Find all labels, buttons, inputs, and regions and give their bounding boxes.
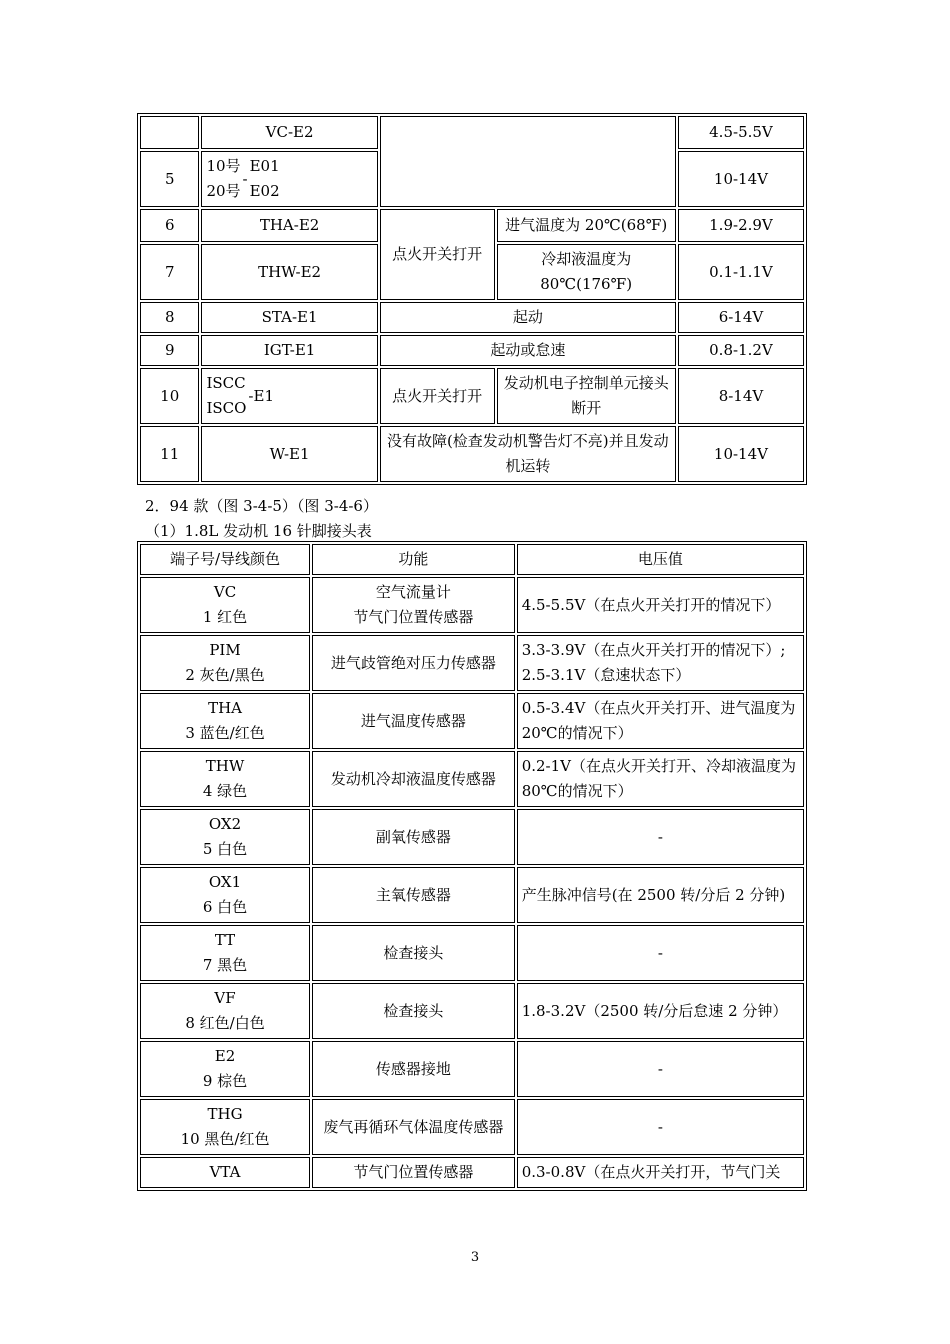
terminal-color: [140, 751, 310, 807]
terminal-color: [140, 1157, 310, 1188]
terminal-color: [140, 1099, 310, 1155]
row-number: 6: [140, 209, 199, 242]
section-heading: 2．94 款（图 3-4-5）（图 3-4-6）: [145, 497, 378, 515]
voltage: -: [517, 809, 804, 865]
function: 节气门位置传感器: [312, 1157, 515, 1188]
terminal-code: VC: [213, 583, 237, 601]
terminal-color: [140, 1041, 310, 1097]
condition: 起动: [380, 302, 676, 333]
terminal-code: TT: [214, 931, 236, 949]
ground-suffix: -E1: [248, 386, 274, 405]
function: 传感器接地: [312, 1041, 515, 1097]
voltage: 10-14V: [678, 426, 804, 482]
voltage: 6-14V: [678, 302, 804, 333]
row-number: 7: [140, 244, 199, 300]
pin-color: 1 红色: [202, 608, 248, 626]
terminal-code: THG: [207, 1105, 243, 1123]
table-row: [140, 1041, 804, 1097]
terminal: THW-E2: [201, 244, 377, 300]
terminal-voltage-table: [137, 113, 807, 485]
terminal: VC-E2: [201, 116, 377, 149]
row-number: 8: [140, 302, 199, 333]
function: 主氧传感器: [312, 867, 515, 923]
terminal: [201, 151, 377, 207]
page-number: 3: [470, 1250, 480, 1265]
table-row: [140, 635, 804, 691]
table-row: [140, 983, 804, 1039]
terminal-code: VF: [214, 989, 236, 1007]
voltage: 0.2-1V（在点火开关打开、冷却液温度为 80℃的情况下）: [517, 751, 804, 807]
voltage: 0.3-0.8V（在点火开关打开，节气门关: [517, 1157, 804, 1188]
condition: 点火开关打开: [380, 209, 495, 300]
function: 进气歧管绝对压力传感器: [312, 635, 515, 691]
condition: 点火开关打开: [380, 368, 495, 424]
terminal-code: E2: [214, 1047, 236, 1065]
condition: 起动或怠速: [380, 335, 676, 366]
voltage: 0.1-1.1V: [678, 244, 804, 300]
connector-pin-table-body: [140, 544, 804, 1188]
table-row: [140, 426, 804, 482]
condition: 没有故障(检查发动机警告灯不亮)并且发动机运转: [380, 426, 676, 482]
voltage: -: [517, 1099, 804, 1155]
header-row: [140, 544, 804, 575]
sub-condition: 发动机电子控制单元接头断开: [497, 368, 676, 424]
terminal-code: OX1: [208, 873, 242, 891]
ground-labels: E01 E02: [249, 157, 280, 200]
function: 进气温度传感器: [312, 693, 515, 749]
pin-color: 6 白色: [202, 898, 248, 916]
terminal-color: [140, 635, 310, 691]
dash: -: [242, 169, 248, 188]
function: 检查接头: [312, 925, 515, 981]
voltage: -: [517, 925, 804, 981]
voltage: 8-14V: [678, 368, 804, 424]
pin-color: 9 棕色: [202, 1072, 248, 1090]
column-header: 电压值: [517, 544, 804, 575]
voltage: 4.5-5.5V（在点火开关打开的情况下）: [517, 577, 804, 633]
column-header: 功能: [312, 544, 515, 575]
terminal-color: [140, 693, 310, 749]
pin-color: 5 白色: [202, 840, 248, 858]
terminal-color: [140, 983, 310, 1039]
terminal-code: THW: [205, 757, 245, 775]
condition-cell: [380, 116, 676, 207]
row-number: 9: [140, 335, 199, 366]
table-row: [140, 368, 804, 424]
terminal-code: OX2: [208, 815, 242, 833]
terminal-code: PIM: [209, 641, 241, 659]
connector-pin-table: [137, 541, 807, 1191]
table-row: [140, 209, 804, 242]
table-row: [140, 751, 804, 807]
table-row: [140, 335, 804, 366]
sub-condition: 进气温度为 20℃(68℉): [497, 209, 676, 242]
function: 空气流量计 节气门位置传感器: [312, 577, 515, 633]
terminal: STA-E1: [201, 302, 377, 333]
voltage: 1.9-2.9V: [678, 209, 804, 242]
function: 副氧传感器: [312, 809, 515, 865]
voltage: 4.5-5.5V: [678, 116, 804, 149]
pin-color: 3 蓝色/红色: [185, 724, 265, 742]
terminal-color: [140, 867, 310, 923]
row-number: [140, 116, 199, 149]
voltage: -: [517, 1041, 804, 1097]
table-row: [140, 693, 804, 749]
terminal: W-E1: [201, 426, 377, 482]
terminal-code: THA: [208, 699, 242, 717]
function: 发动机冷却液温度传感器: [312, 751, 515, 807]
pin-labels: 10号 20号: [206, 157, 241, 200]
terminal-color: [140, 577, 310, 633]
pin-color: 10 黑色/红色: [180, 1130, 270, 1148]
pin-color: 7 黑色: [202, 956, 248, 974]
row-number: 5: [140, 151, 199, 207]
table-row: [140, 116, 804, 149]
voltage: 产生脉冲信号(在 2500 转/分后 2 分钟): [517, 867, 804, 923]
voltage: 1.8-3.2V（2500 转/分后怠速 2 分钟）: [517, 983, 804, 1039]
voltage: 0.5-3.4V（在点火开关打开、进气温度为 20℃的情况下）: [517, 693, 804, 749]
table-row: [140, 867, 804, 923]
terminal: IGT-E1: [201, 335, 377, 366]
terminal-color: [140, 809, 310, 865]
function: 废气再循环气体温度传感器: [312, 1099, 515, 1155]
pin-labels: ISCC ISCO: [206, 374, 247, 417]
function: 检查接头: [312, 983, 515, 1039]
voltage: 10-14V: [678, 151, 804, 207]
table-row: [140, 809, 804, 865]
table-row: [140, 302, 804, 333]
table-row: [140, 1099, 804, 1155]
pin-color: 8 红色/白色: [185, 1014, 265, 1032]
table-row: [140, 1157, 804, 1188]
pin-color: 4 绿色: [202, 782, 248, 800]
row-number: 10: [140, 368, 199, 424]
pin-color: 2 灰色/黑色: [185, 666, 265, 684]
table-caption: （1）1.8L 发动机 16 针脚接头表: [145, 522, 372, 540]
terminal-code: VTA: [209, 1163, 241, 1181]
terminal: [201, 368, 377, 424]
voltage: 3.3-3.9V（在点火开关打开的情况下）; 2.5-3.1V（怠速状态下）: [517, 635, 804, 691]
table-row: [140, 577, 804, 633]
terminal-color: [140, 925, 310, 981]
voltage: 0.8-1.2V: [678, 335, 804, 366]
table-row: [140, 925, 804, 981]
row-number: 11: [140, 426, 199, 482]
terminal: THA-E2: [201, 209, 377, 242]
column-header: 端子号/导线颜色: [140, 544, 310, 575]
sub-condition: 冷却液温度为 80℃(176℉): [497, 244, 676, 300]
